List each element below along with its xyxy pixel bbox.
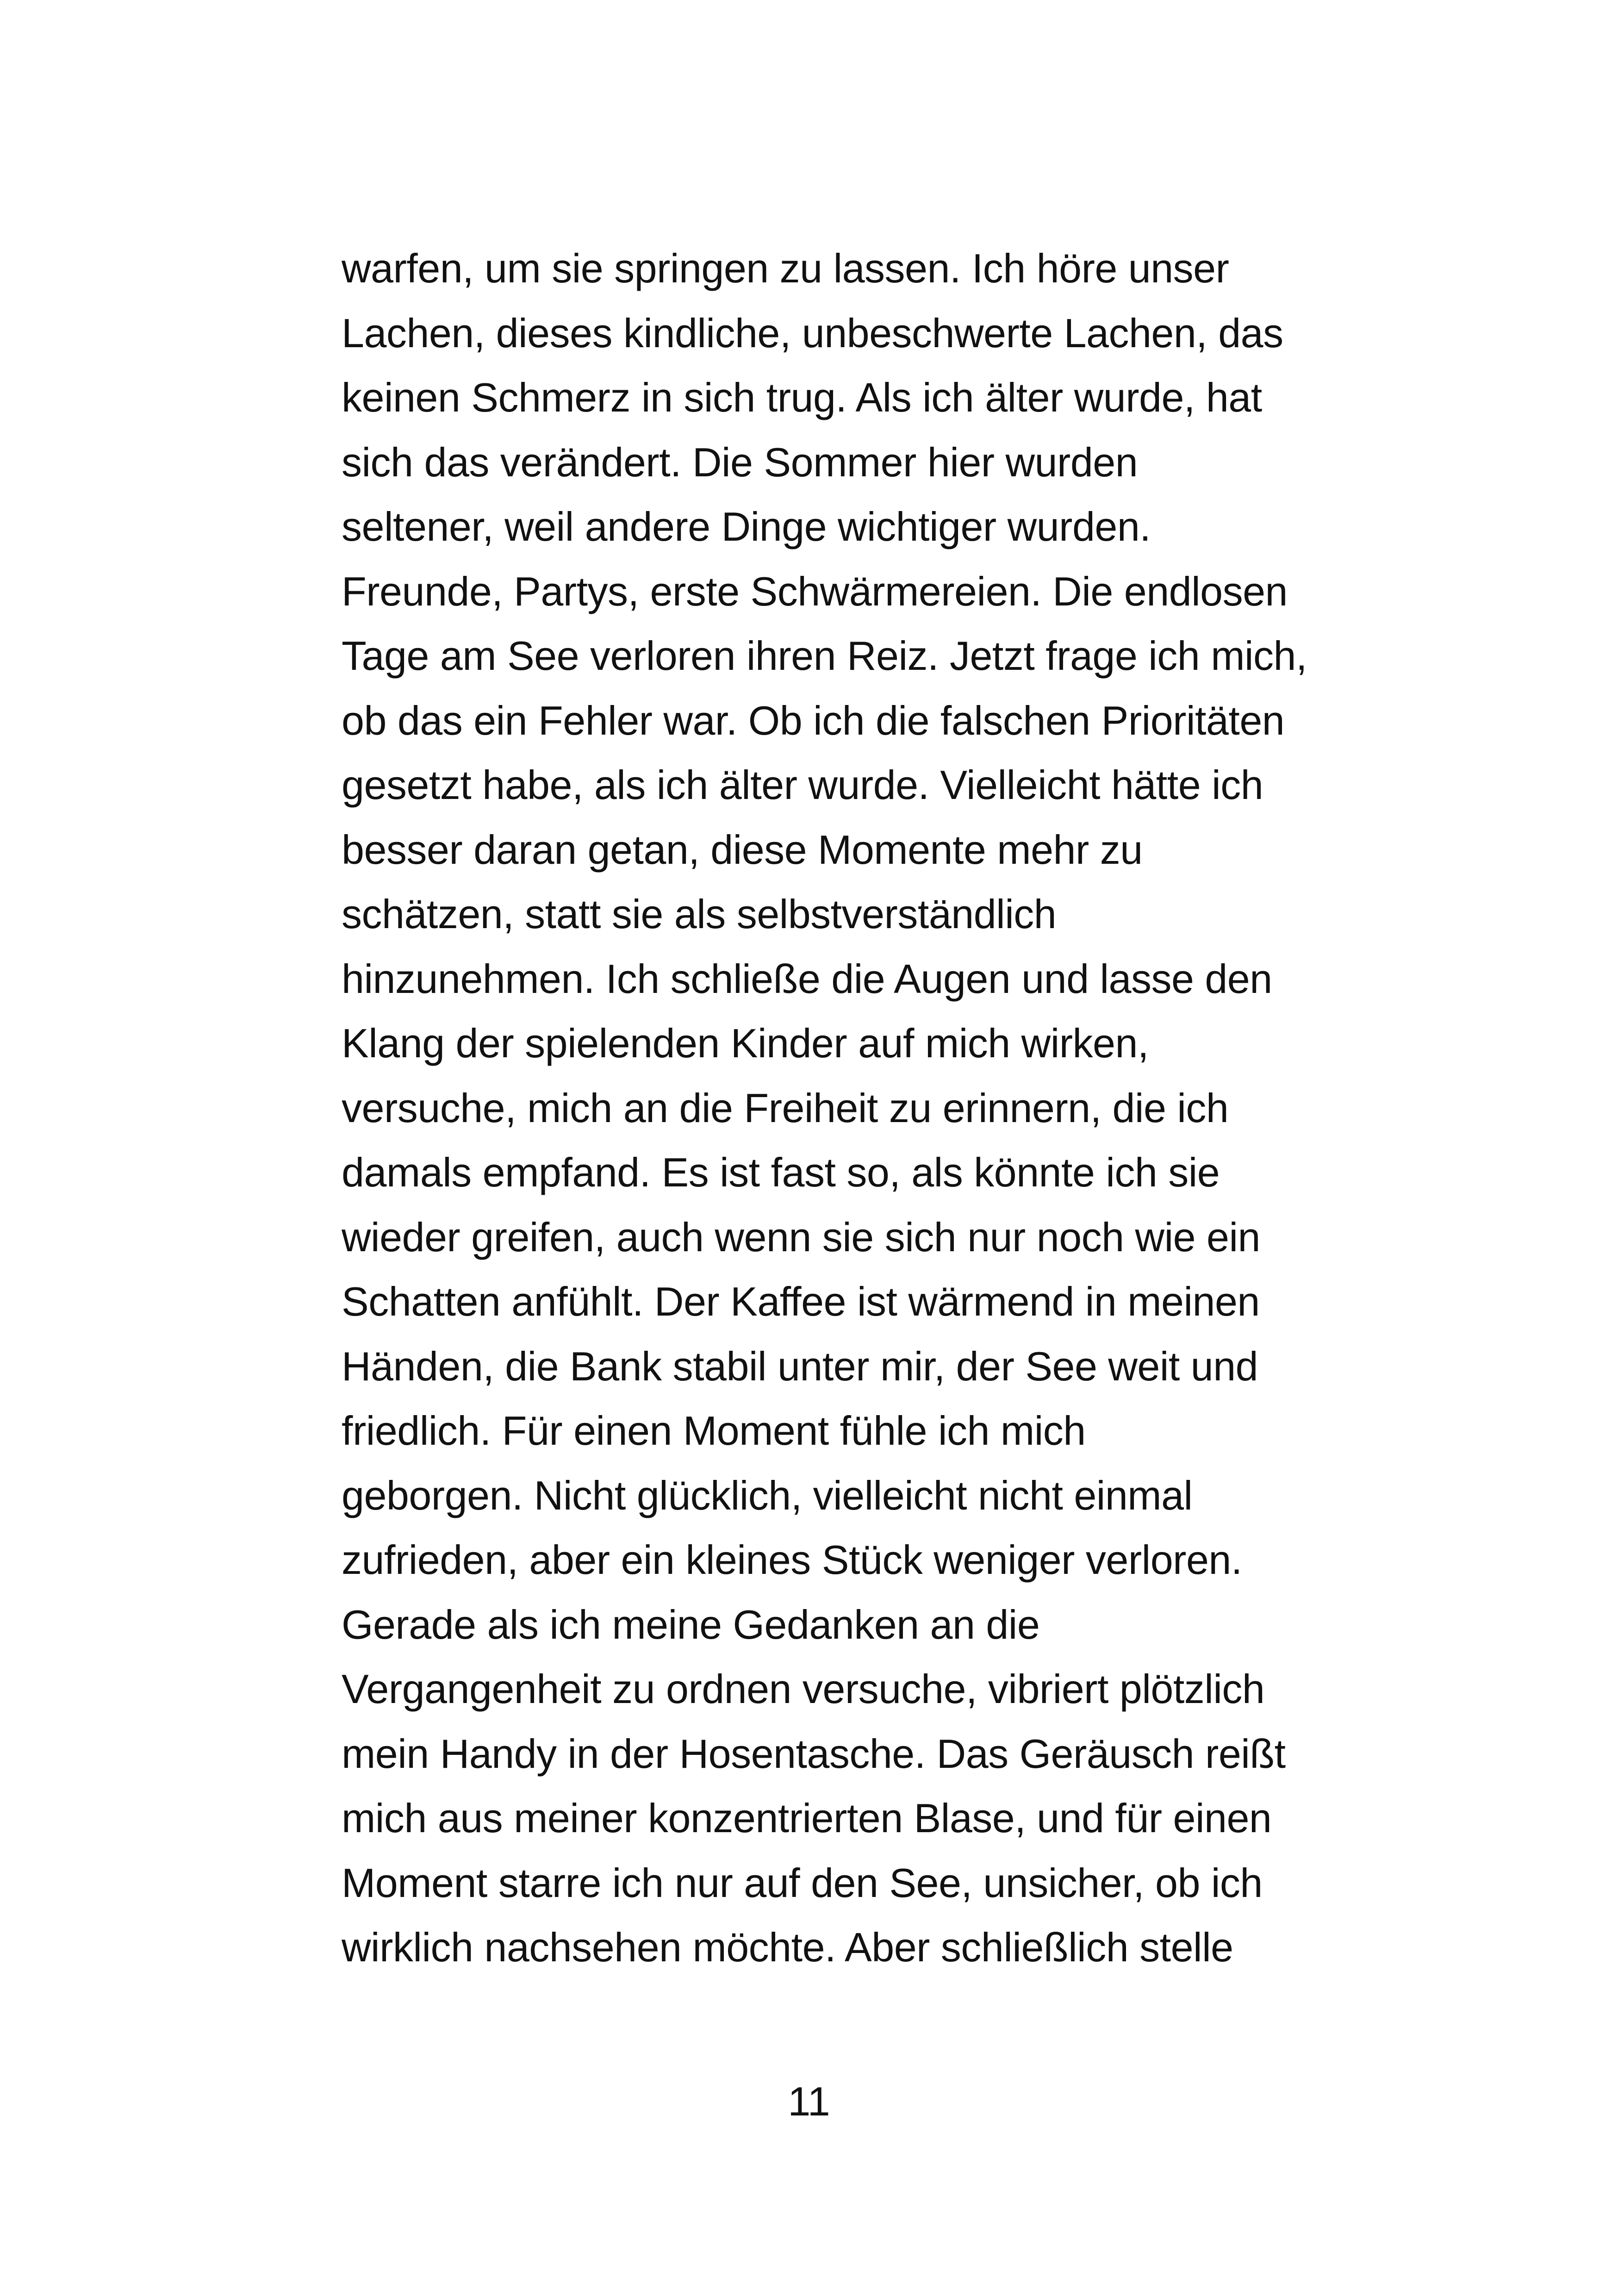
page-number: 11 <box>788 2078 830 2124</box>
text-line: wieder greifen, auch wenn sie sich nur noch wie ein <box>342 1214 1260 1260</box>
text-line: geborgen. Nicht glücklich, vielleicht nicht einmal <box>342 1472 1193 1518</box>
text-line: Freunde, Partys, erste Schwärmereien. Die endlosen <box>342 568 1288 614</box>
text-line: Händen, die Bank stabil unter mir, der See weit und <box>342 1343 1258 1389</box>
text-line: besser daran getan, diese Momente mehr zu <box>342 826 1143 873</box>
text-line: zufrieden, aber ein kleines Stück weniger verloren. <box>342 1537 1242 1583</box>
text-line: seltener, weil andere Dinge wichtiger wurden. <box>342 504 1151 549</box>
text-line: warfen, um sie springen zu lassen. Ich höre unser <box>342 245 1229 291</box>
text-line: Moment starre ich nur auf den See, unsicher, ob ich <box>342 1859 1263 1906</box>
text-line: hinzunehmen. Ich schließe die Augen und lasse den <box>342 955 1272 1002</box>
text-line: keinen Schmerz in sich trug. Als ich älter wurde, hat <box>342 374 1262 420</box>
text-line: wirklich nachsehen möchte. Aber schließlich stelle <box>342 1924 1233 1970</box>
text-line: Schatten anfühlt. Der Kaffee ist wärmend in meinen <box>342 1279 1260 1324</box>
text-line: Klang der spielenden Kinder auf mich wirken, <box>342 1020 1149 1066</box>
text-line: Lachen, dieses kindliche, unbeschwerte Lachen, das <box>342 310 1283 356</box>
text-line: Gerade als ich meine Gedanken an die <box>342 1601 1040 1647</box>
text-line: versuche, mich an die Freiheit zu erinnern, die ich <box>342 1085 1229 1131</box>
text-line: mein Handy in der Hosentasche. Das Geräusch reißt <box>342 1730 1286 1777</box>
text-line: Vergangenheit zu ordnen versuche, vibriert plötzlich <box>342 1666 1265 1712</box>
text-line: friedlich. Für einen Moment fühle ich mich <box>342 1408 1086 1454</box>
text-line: ob das ein Fehler war. Ob ich die falschen Prioritäten <box>342 697 1285 743</box>
text-line: Tage am See verloren ihren Reiz. Jetzt frage ich mich, <box>342 633 1307 679</box>
text-line: sich das verändert. Die Sommer hier wurden <box>342 439 1138 485</box>
text-line: mich aus meiner konzentrierten Blase, und für einen <box>342 1795 1272 1841</box>
text-line: damals empfand. Es ist fast so, als könnte ich sie <box>342 1149 1220 1195</box>
text-line: gesetzt habe, als ich älter wurde. Vielleicht hätte ich <box>342 762 1263 808</box>
text-line: schätzen, statt sie als selbstverständlich <box>342 891 1057 937</box>
body-text <box>342 236 1360 1980</box>
